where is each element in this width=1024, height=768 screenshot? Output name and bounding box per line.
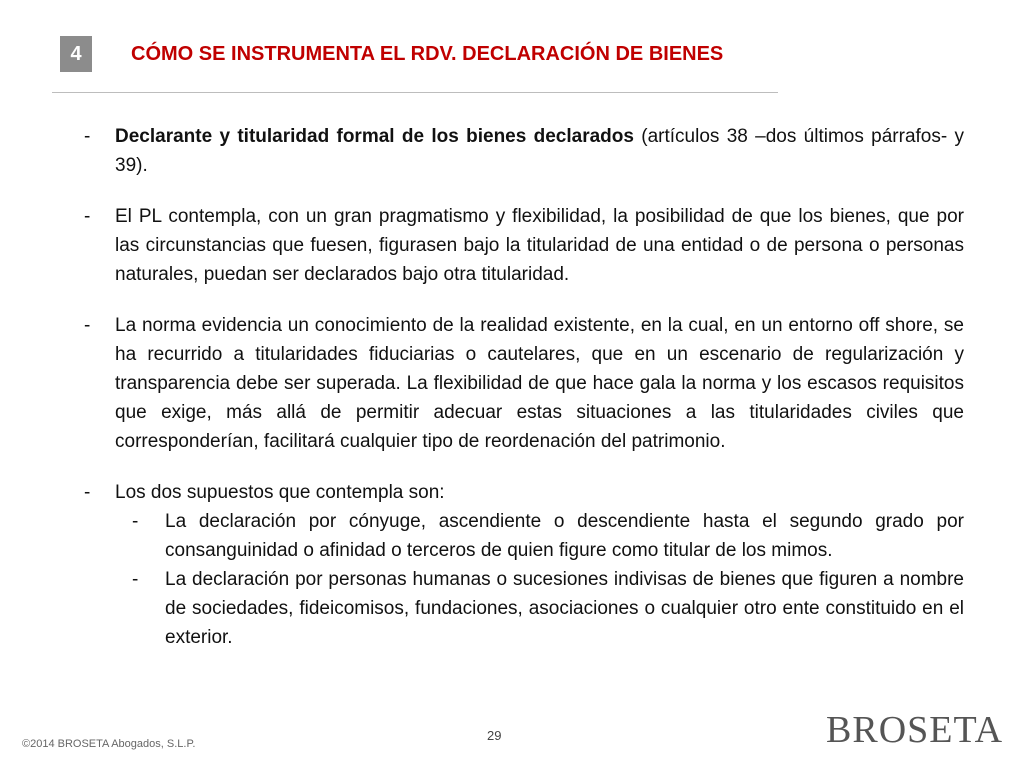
bullet-dash: -	[84, 315, 91, 336]
bullet-item-1	[84, 122, 964, 180]
page-number: 29	[487, 728, 502, 743]
bullet-dash: -	[84, 206, 91, 227]
title-divider	[52, 92, 778, 93]
sub-bullet-item-1	[84, 507, 964, 565]
section-number-badge: 4	[60, 36, 92, 72]
bullet-text: La norma evidencia un conocimiento de la realidad existente, en la cual, en un entorno off shore, se ha recurrido a titularidades fiduciarias o cautelares, que en un escenario de regularización y transparencia debe ser superada. La flexibilidad de que hace gala la norma y los escasos requisitos que exige, más allá de permitir adecuar estas situaciones a las titularidades civiles que corresponderían, facilitará cualquier tipo de reordenación del patrimonio.	[115, 315, 964, 452]
bullet-text: (artículos 38 –dos últimos párrafos- y 39).	[115, 126, 964, 176]
slide-title: CÓMO SE INSTRUMENTA EL RDV. DECLARACIÓN DE BIENES	[131, 43, 724, 65]
sub-bullet-dash: -	[132, 511, 139, 532]
bullet-text: El PL contempla, con un gran pragmatismo y flexibilidad, la posibilidad de que los bienes, que por las circunstancias que fuesen, figurasen bajo la titularidad de una entidad o de persona o personas naturales, puedan ser declarados bajo otra titularidad.	[115, 206, 964, 285]
bullet-dash: -	[84, 482, 91, 503]
sub-bullet-dash: -	[132, 569, 139, 590]
bullet-item-2	[84, 202, 964, 289]
sub-bullet-item-2	[84, 565, 964, 652]
copyright-notice: ©2014 BROSETA Abogados, S.L.P.	[22, 738, 196, 750]
bullet-text: Los dos supuestos que contempla son:	[115, 482, 445, 503]
bullet-item-4	[84, 478, 964, 652]
sub-bullet-text: La declaración por cónyuge, ascendiente o descendiente hasta el segundo grado por consanguinidad o afinidad o terceros de quien figure como titular de los mimos.	[165, 511, 964, 561]
bullet-bold-text: Declarante y titularidad formal de los bienes declarados	[115, 126, 634, 147]
slide-body	[84, 122, 964, 652]
sub-bullet-text: La declaración por personas humanas o sucesiones indivisas de bienes que figuren a nombre de sociedades, fideicomisos, fundaciones, asociaciones o cualquier otro ente constituido en el exterior.	[165, 569, 964, 648]
bullet-item-3	[84, 311, 964, 456]
bullet-dash: -	[84, 126, 91, 147]
broseta-logo: BROSETA	[826, 709, 1004, 751]
